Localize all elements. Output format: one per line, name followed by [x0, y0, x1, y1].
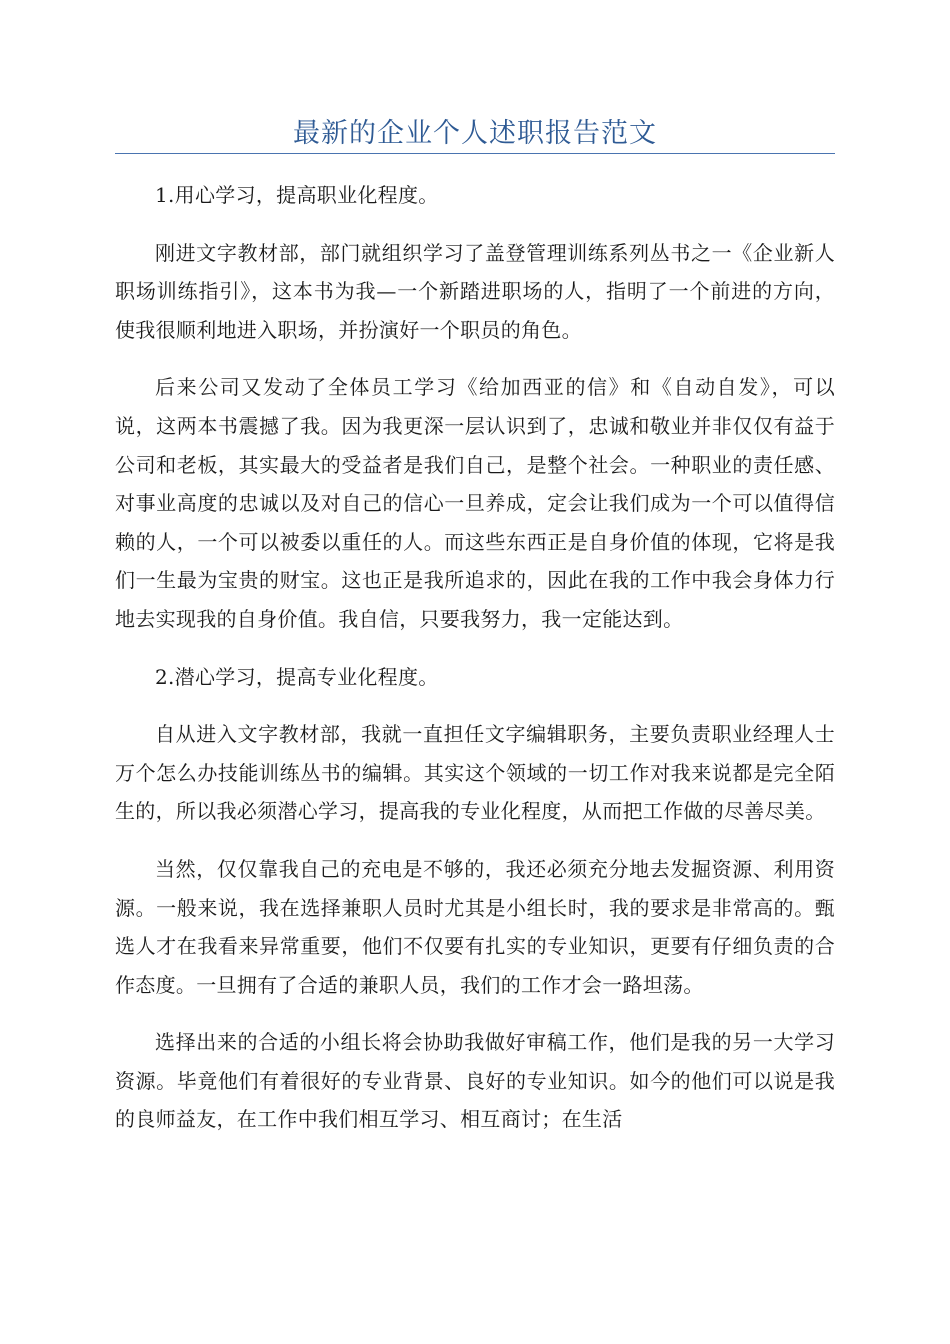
- document-page: [115, 0, 835, 1344]
- paragraph: 后来公司又发动了全体员工学习《给加西亚的信》和《自动自发》，可以说，这两本书震撼了我。因为我更深一层认识到了，忠诚和敬业并非仅仅有益于公司和老板，其实最大的受益者是我们自己，是整个社会。一种职业的责任感、对事业高度的忠诚以及对自己的信心一旦养成，定会让我们成为一个可以值得信赖的人，一个可以被委以重任的人。而这些东西正是自身价值的体现，它将是我们一生最为宝贵的财宝。这也正是我所追求的，因此在我的工作中我会身体力行地去实现我的自身价值。我自信，只要我努力，我一定能达到。: [115, 375, 835, 631]
- section-heading-1: 1.用心学习，提高职业化程度。: [155, 183, 439, 207]
- paragraph: 选择出来的合适的小组长将会协助我做好审稿工作，他们是我的另一大学习资源。毕竟他们有着很好的专业背景、良好的专业知识。如今的他们可以说是我的良师益友，在工作中我们相互学习、相互商讨；在生活: [115, 1030, 835, 1132]
- paragraph: 自从进入文字教材部，我就一直担任文字编辑职务，主要负责职业经理人士万个怎么办技能训练丛书的编辑。其实这个领域的一切工作对我来说都是完全陌生的，所以我必须潜心学习，提高我的专业化程度，从而把工作做的尽善尽美。: [115, 722, 835, 824]
- paragraph: 当然，仅仅靠我自己的充电是不够的，我还必须充分地去发掘资源、利用资源。一般来说，我在选择兼职人员时尤其是小组长时，我的要求是非常高的。甄选人才在我看来异常重要，他们不仅要有扎实的专业知识，更要有仔细负责的合作态度。一旦拥有了合适的兼职人员，我们的工作才会一路坦荡。: [115, 856, 835, 997]
- document-title: 最新的企业个人述职报告范文: [293, 118, 657, 149]
- title-underline: [115, 153, 835, 154]
- section-heading-2: 2.潜心学习，提高专业化程度。: [155, 664, 439, 689]
- paragraph: 刚进文字教材部，部门就组织学习了盖登管理训练系列丛书之一《企业新人职场训练指引》，这本书为我—一个新踏进职场的人，指明了一个前进的方向，使我很顺利地进入职场，并扮演好一个职员的角色。: [115, 240, 835, 342]
- document-body: [115, 176, 835, 1158]
